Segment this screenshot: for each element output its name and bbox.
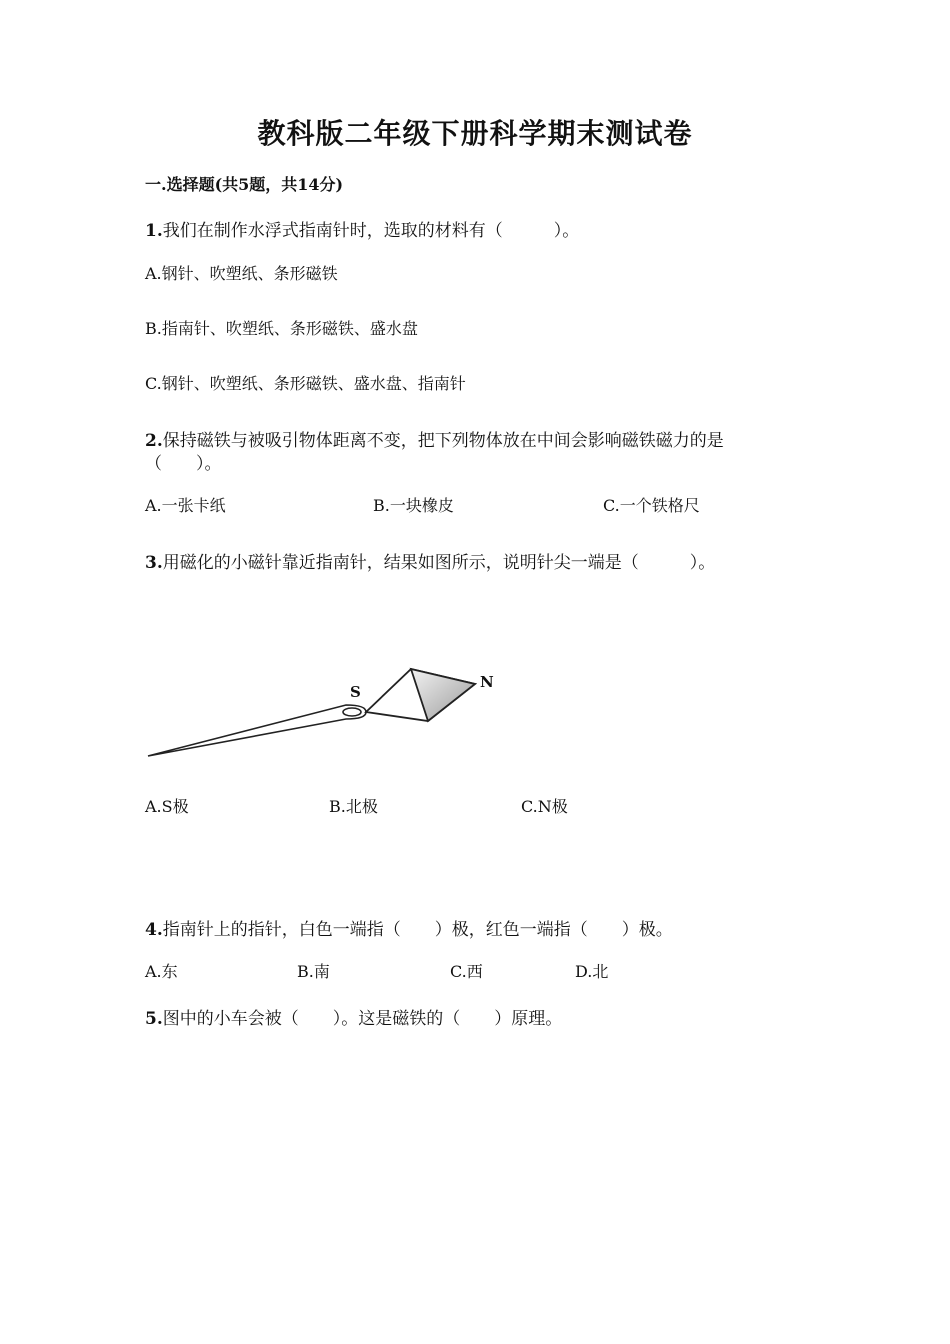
question-3 bbox=[145, 548, 715, 573]
question-2 bbox=[145, 426, 724, 451]
question-number: 5. bbox=[145, 1009, 163, 1029]
question-number: 2. bbox=[145, 431, 163, 451]
question-text: 我们在制作水浮式指南针时，选取的材料有（ ）。 bbox=[162, 221, 580, 241]
question-5 bbox=[145, 1004, 562, 1029]
magnetized-needle bbox=[148, 705, 366, 756]
option-3a: A.S极 bbox=[145, 797, 189, 816]
option-2c: C.一个铁格尺 bbox=[603, 496, 700, 515]
option-1a: A.钢针、吹塑纸、条形磁铁 bbox=[145, 264, 338, 283]
option-2b: B.一块橡皮 bbox=[373, 496, 454, 515]
option-1b: B.指南针、吹塑纸、条形磁铁、盛水盘 bbox=[145, 319, 418, 338]
label-s: S bbox=[350, 683, 361, 701]
option-4b: B.南 bbox=[297, 962, 330, 981]
label-n: N bbox=[480, 673, 494, 691]
needle-eye bbox=[343, 708, 361, 716]
question-2-continuation: （ ）。 bbox=[145, 454, 222, 474]
question-text: 图中的小车会被（ ）。这是磁铁的（ ）原理。 bbox=[162, 1009, 563, 1029]
option-3c: C.N极 bbox=[521, 797, 568, 816]
option-3b: B.北极 bbox=[329, 797, 378, 816]
option-4c: C.西 bbox=[450, 962, 483, 981]
option-1c: C.钢针、吹塑纸、条形磁铁、盛水盘、指南针 bbox=[145, 374, 466, 393]
question-4 bbox=[145, 915, 673, 940]
question-number: 1. bbox=[145, 221, 163, 241]
option-4d: D.北 bbox=[575, 962, 609, 981]
question-number: 4. bbox=[145, 920, 163, 940]
question-1 bbox=[145, 216, 579, 241]
page-title: 教科版二年级下册科学期末测试卷 bbox=[257, 117, 693, 150]
question-text: 保持磁铁与被吸引物体距离不变，把下列物体放在中间会影响磁铁磁力的是 bbox=[162, 431, 724, 451]
question-text: 指南针上的指针，白色一端指（ ）极，红色一端指（ ）极。 bbox=[162, 920, 673, 940]
compass-needle-figure bbox=[140, 655, 510, 765]
question-text: 用磁化的小磁针靠近指南针，结果如图所示，说明针尖一端是（ ）。 bbox=[162, 553, 716, 573]
question-number: 3. bbox=[145, 553, 163, 573]
section-heading: 一.选择题(共5题，共14分) bbox=[145, 175, 344, 194]
option-4a: A.东 bbox=[145, 962, 178, 981]
option-2a: A.一张卡纸 bbox=[145, 496, 226, 515]
